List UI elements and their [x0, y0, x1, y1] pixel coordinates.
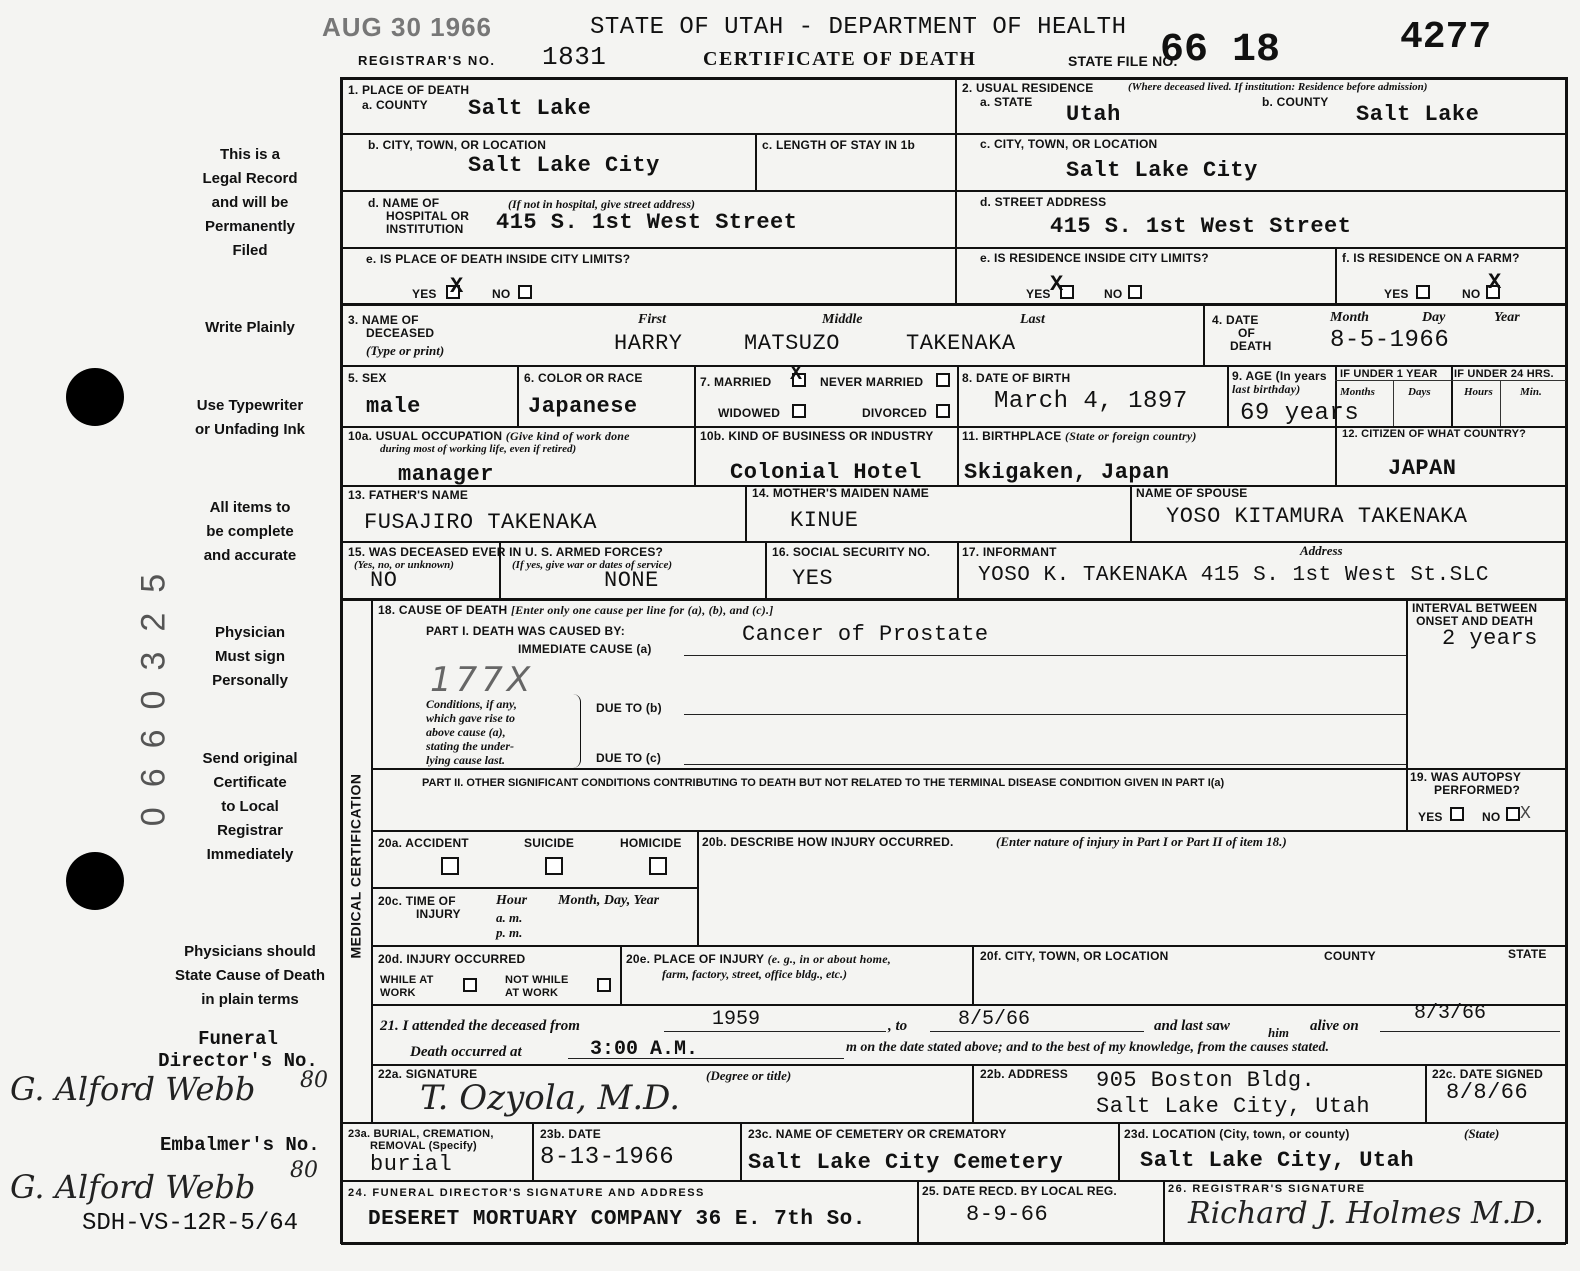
res-farm-mark: X	[1488, 270, 1502, 295]
rule	[372, 1004, 1566, 1006]
rule	[1335, 247, 1337, 303]
ssn-label: 16. SOCIAL SECURITY NO.	[772, 545, 931, 559]
state-file-label: STATE FILE NO.	[1068, 53, 1178, 69]
date-of-death-value: 8-5-1966	[1330, 327, 1450, 354]
type-or-print-note: (Type or print)	[366, 343, 445, 358]
sex-label: 5. SEX	[348, 371, 387, 385]
punch-hole-bottom	[66, 852, 124, 910]
form-right-border	[1565, 77, 1568, 1244]
rule	[697, 830, 699, 945]
rule	[620, 945, 622, 1004]
rule	[1118, 1122, 1120, 1180]
rule	[972, 1064, 974, 1122]
due-to-c-label: DUE TO (c)	[596, 751, 662, 765]
sidebar-write: Write Plainly	[205, 319, 295, 336]
interval-value: 2 years	[1442, 626, 1538, 651]
not-while-at-work-checkbox[interactable]	[597, 978, 611, 992]
rule	[1163, 1180, 1165, 1242]
cause-code: 177X	[430, 660, 535, 700]
armed-forces-value: NO	[370, 568, 398, 593]
middle-name-value: MATSUZO	[744, 331, 840, 356]
res-inside-no-label: NO	[1104, 287, 1123, 301]
physician-address-label: 22b. ADDRESS	[980, 1067, 1068, 1081]
part1-label: PART I. DEATH WAS CAUSED BY:	[426, 624, 625, 638]
cause-of-death-label: 18. CAUSE OF DEATH [Enter only one cause per line for (a), (b), and (c).]	[378, 603, 774, 617]
time-of-injury-label: 20c. TIME OF INJURY	[378, 894, 461, 921]
death-inside-yes-label: YES	[412, 287, 437, 301]
rule	[972, 945, 974, 1004]
rule	[372, 768, 1566, 770]
res-farm-yes-label: YES	[1384, 287, 1409, 301]
divorced-label: DIVORCED	[862, 406, 927, 420]
registrar-signature: Richard J. Holmes M.D.	[1188, 1196, 1544, 1231]
never-married-label: NEVER MARRIED	[820, 375, 924, 389]
sex-value: male	[366, 394, 421, 419]
rule	[755, 133, 757, 190]
alive-on-label: alive on	[1310, 1018, 1359, 1034]
mdy-label: Month, Day, Year	[558, 893, 660, 908]
attended-label: 21. I attended the deceased from	[380, 1018, 580, 1034]
describe-injury-note: (Enter nature of injury in Part I or Part II of item 18.)	[996, 834, 1287, 849]
res-state-value: Utah	[1066, 102, 1121, 127]
hospital-note: (If not in hospital, give street address)	[508, 197, 696, 211]
rule	[917, 1180, 919, 1242]
state-file-no: 66 18	[1160, 28, 1281, 73]
age-label: 9. AGE (In years last birthday)	[1232, 369, 1327, 396]
registrar-no: 1831	[542, 42, 607, 72]
rule	[1451, 365, 1453, 426]
while-at-work-checkbox[interactable]	[463, 978, 477, 992]
rule	[1406, 598, 1408, 830]
suicide-label: SUICIDE	[524, 836, 575, 850]
date-of-birth-value: March 4, 1897	[994, 388, 1188, 415]
form-left-border	[340, 77, 343, 1244]
suicide-checkbox[interactable]	[545, 857, 563, 875]
attended-to-line	[930, 1031, 1144, 1032]
form-bottom-border	[341, 1242, 1566, 1245]
attended-to-value: 8/5/66	[958, 1008, 1031, 1031]
rule	[372, 945, 1566, 947]
sidebar-physician: Physician Must sign Personally	[212, 624, 288, 689]
alive-on-value: 8/3/66	[1414, 1002, 1487, 1025]
res-inside-no-checkbox[interactable]	[1128, 285, 1142, 299]
medical-cert-vertical: MEDICAL CERTIFICATION	[347, 773, 364, 959]
rule	[957, 365, 959, 485]
informant-address-label: Address	[1300, 543, 1343, 558]
due-to-b-label: DUE TO (b)	[596, 701, 662, 715]
am-label: a. m.	[496, 910, 523, 925]
name-of-deceased-label: 3. NAME OF DECEASED	[348, 313, 435, 340]
rule	[341, 365, 1566, 367]
sidebar-plain: Physicians should State Cause of Death in plain terms	[174, 943, 326, 1008]
attended-to-label: , to	[888, 1018, 908, 1034]
res-city-value: Salt Lake City	[1066, 158, 1258, 183]
sidebar-typewriter: Use Typewriter or Unfading Ink	[195, 397, 305, 438]
degree-label: (Degree or title)	[706, 1068, 792, 1083]
res-inside-yes-label: YES	[1026, 287, 1051, 301]
form-top-border	[341, 77, 1566, 80]
rule	[341, 598, 1566, 601]
injury-city-label: 20f. CITY, TOWN, OR LOCATION	[980, 949, 1169, 963]
death-city-label: b. CITY, TOWN, OR LOCATION	[368, 138, 547, 152]
last-name-label: Last	[1020, 312, 1045, 327]
rule	[517, 365, 519, 426]
res-inside-mark: X	[1050, 272, 1064, 297]
first-name-label: First	[638, 312, 667, 327]
immediate-cause-value: Cancer of Prostate	[742, 622, 989, 647]
autopsy-yes-label: YES	[1418, 810, 1443, 824]
armed-forces-label: 15. WAS DECEASED EVER IN U. S. ARMED FORCES?	[348, 545, 664, 559]
death-county-value: Salt Lake	[468, 96, 592, 121]
rule	[955, 77, 957, 303]
months-label: Months	[1340, 386, 1375, 398]
rule	[371, 598, 373, 1122]
father-label: 13. FATHER'S NAME	[348, 488, 469, 502]
hospital-value: 415 S. 1st West Street	[496, 210, 798, 235]
registrar-label: REGISTRAR'S NO.	[358, 53, 496, 68]
informant-label: 17. INFORMANT	[962, 545, 1057, 559]
married-mark: X	[790, 363, 803, 386]
received-stamp: AUG 30 1966	[322, 12, 492, 42]
physician-signature: T. Ozyola, M.D.	[420, 1078, 680, 1118]
middle-name-label: Middle	[822, 312, 863, 327]
burial-label: 23a. BURIAL, CREMATION, REMOVAL (Specify)	[348, 1128, 494, 1152]
death-inside-limits-label: e. IS PLACE OF DEATH INSIDE CITY LIMITS?	[366, 252, 631, 266]
injury-occurred-label: 20d. INJURY OCCURRED	[378, 952, 526, 966]
informant-value: YOSO K. TAKENAKA 415 S. 1st West St.SLC	[978, 564, 1489, 587]
describe-injury-label: 20b. DESCRIBE HOW INJURY OCCURRED.	[702, 835, 954, 849]
race-label: 6. COLOR OR RACE	[524, 371, 643, 385]
married-label: 7. MARRIED	[700, 375, 772, 389]
month-label: Month	[1330, 310, 1369, 325]
res-farm-no-label: NO	[1462, 287, 1481, 301]
occupation-label: 10a. USUAL OCCUPATION (Give kind of work done	[348, 429, 630, 443]
conditions-note: Conditions, if any, which gave rise to above cause (a), stating the under- lying cause last.	[426, 697, 517, 767]
mother-label: 14. MOTHER'S MAIDEN NAME	[752, 486, 930, 500]
date-of-death-label: 4. DATE OF DEATH	[1212, 313, 1272, 353]
rule	[341, 247, 1566, 249]
funeral-director-signature: G. Alford Webb	[10, 1070, 256, 1108]
birthplace-label: 11. BIRTHPLACE (State or foreign country)	[962, 429, 1197, 443]
res-farm-label: f. IS RESIDENCE ON A FARM?	[1342, 251, 1520, 265]
rule	[341, 1122, 1566, 1124]
rule	[1393, 380, 1394, 426]
homicide-checkbox[interactable]	[649, 857, 667, 875]
burial-date-label: 23b. DATE	[540, 1127, 601, 1141]
res-city-label: c. CITY, TOWN, OR LOCATION	[980, 137, 1158, 151]
res-county-value: Salt Lake	[1356, 102, 1480, 127]
rule	[532, 1122, 534, 1180]
immediate-cause-line	[684, 655, 1406, 656]
hospital-label: d. NAME OF HOSPITAL OR INSTITUTION	[368, 196, 470, 236]
last-name-value: TAKENAKA	[906, 331, 1016, 356]
rule	[372, 887, 697, 889]
due-to-b-line	[684, 714, 1406, 715]
res-state-label: a. STATE	[980, 95, 1033, 109]
armed-forces-note: (Yes, no, or unknown)	[354, 559, 454, 571]
sidebar-send: Send original Certificate to Local Registrar Immediately	[202, 750, 298, 863]
cemetery-value: Salt Lake City Cemetery	[748, 1150, 1064, 1175]
rule	[341, 303, 1566, 306]
pm-label: p. m.	[496, 925, 523, 940]
conditions-brace	[572, 694, 581, 768]
rule	[341, 190, 1566, 192]
while-at-work-label: WHILE AT WORK	[380, 974, 434, 999]
spouse-value: YOSO KITAMURA TAKENAKA	[1166, 504, 1468, 529]
place-of-injury-note: farm, factory, street, office bldg., etc.)	[662, 967, 847, 981]
spouse-label: NAME OF SPOUSE	[1136, 486, 1248, 500]
hours-label: Hours	[1464, 386, 1493, 398]
place-of-death-label: 1. PLACE OF DEATH	[348, 83, 470, 97]
rule	[1203, 303, 1205, 365]
death-inside-no-label: NO	[492, 287, 511, 301]
first-name-value: HARRY	[614, 331, 683, 356]
signature-label: 22a. SIGNATURE	[378, 1067, 478, 1081]
autopsy-yes-checkbox[interactable]	[1450, 807, 1464, 821]
rule	[765, 541, 767, 598]
sidebar-legal: This is a Legal Record and will be Permanently Filed	[202, 146, 298, 259]
embalmer-label: Embalmer's No.	[160, 1134, 320, 1156]
occupation-note: during most of working life, even if retired)	[380, 443, 577, 455]
funeral-director-label: Funeral Director's No.	[158, 1028, 318, 1072]
embalmer-no: 80	[290, 1158, 318, 1183]
funeral-director-sig-label: 24. FUNERAL DIRECTOR'S SIGNATURE AND ADDRESS	[348, 1187, 705, 1199]
burial-location-label: 23d. LOCATION (City, town, or county)	[1124, 1127, 1350, 1141]
death-time-value: 3:00 A.M.	[590, 1038, 699, 1061]
form-number: SDH-VS-12R-5/64	[82, 1210, 299, 1237]
hour-label: Hour	[496, 893, 528, 908]
business-label: 10b. KIND OF BUSINESS OR INDUSTRY	[700, 429, 934, 443]
date-of-birth-label: 8. DATE OF BIRTH	[962, 371, 1071, 385]
physician-address-1: 905 Boston Bldg.	[1096, 1068, 1316, 1093]
day-label: Day	[1422, 310, 1446, 325]
date-signed-label: 22c. DATE SIGNED	[1432, 1067, 1544, 1081]
attended-from-value: 1959	[712, 1008, 761, 1031]
immediate-cause-label: IMMEDIATE CAUSE (a)	[518, 642, 652, 656]
date-recd-label: 25. DATE RECD. BY LOCAL REG.	[922, 1184, 1117, 1198]
rule	[341, 133, 1566, 135]
attended-from-line	[664, 1031, 886, 1032]
not-while-at-work-label: NOT WHILE AT WORK	[505, 974, 569, 999]
burial-state-label: (State)	[1464, 1126, 1500, 1141]
injury-county-label: COUNTY	[1324, 949, 1376, 963]
ssn-value: YES	[792, 566, 834, 591]
usual-residence-note: (Where deceased lived. If institution: Residence before admission)	[1128, 81, 1428, 93]
last-saw-label: and last saw	[1154, 1018, 1230, 1034]
never-married-checkbox[interactable]	[936, 373, 950, 387]
cemetery-label: 23c. NAME OF CEMETERY OR CREMATORY	[748, 1127, 1007, 1141]
rule	[1227, 365, 1229, 426]
page-title: STATE OF UTAH - DEPARTMENT OF HEALTH	[590, 14, 1127, 41]
citizen-value: JAPAN	[1388, 456, 1457, 481]
widowed-label: WIDOWED	[718, 406, 781, 420]
place-of-injury-label: 20e. PLACE OF INJURY (e. g., in or about home,	[626, 952, 891, 966]
usual-residence-label: 2. USUAL RESIDENCE	[962, 81, 1094, 95]
under-24-hrs-label: IF UNDER 24 HRS.	[1454, 368, 1554, 380]
funeral-director-no: 80	[300, 1068, 328, 1093]
length-of-stay-label: c. LENGTH OF STAY IN 1b	[762, 138, 916, 152]
date-signed-value: 8/8/66	[1446, 1080, 1529, 1105]
part2-label: PART II. OTHER SIGNIFICANT CONDITIONS CONTRIBUTING TO DEATH BUT NOT RELATED TO THE TERMINAL DISEASE CONDITION GIVEN IN PART I(a)	[422, 777, 1225, 789]
autopsy-no-label: NO	[1482, 810, 1501, 824]
birthplace-value: Skigaken, Japan	[964, 460, 1170, 485]
rule	[341, 1180, 1566, 1182]
father-value: FUSAJIRO TAKENAKA	[364, 510, 597, 535]
date-recd-value: 8-9-66	[966, 1202, 1049, 1227]
res-street-label: d. STREET ADDRESS	[980, 195, 1107, 209]
death-inside-mark: X	[450, 274, 464, 299]
min-label: Min.	[1520, 386, 1542, 398]
res-county-label: b. COUNTY	[1262, 95, 1329, 109]
rule	[372, 1064, 1566, 1066]
rule	[1500, 380, 1501, 426]
autopsy-no-checkbox[interactable]	[1506, 807, 1520, 821]
rule	[694, 365, 696, 485]
rule	[341, 541, 1566, 543]
sidebar-complete: All items to be complete and accurate	[203, 499, 297, 564]
days-label: Days	[1408, 386, 1431, 398]
rule	[745, 485, 747, 541]
embalmer-signature: G. Alford Webb	[10, 1168, 256, 1206]
death-inside-no-checkbox[interactable]	[518, 285, 532, 299]
homicide-label: HOMICIDE	[620, 836, 682, 850]
accident-label: 20a. ACCIDENT	[378, 836, 469, 850]
physician-address-2: Salt Lake City, Utah	[1096, 1094, 1371, 1119]
county-label: a. COUNTY	[362, 98, 428, 112]
mother-value: KINUE	[790, 508, 859, 533]
widowed-checkbox[interactable]	[792, 404, 806, 418]
burial-date-value: 8-13-1966	[540, 1144, 675, 1171]
res-street-value: 415 S. 1st West Street	[1050, 214, 1352, 239]
res-inside-limits-label: e. IS RESIDENCE INSIDE CITY LIMITS?	[980, 251, 1209, 265]
service-note: (If yes, give war or dates of service)	[512, 559, 673, 571]
autopsy-mark: X	[1520, 804, 1531, 824]
death-statement: m on the date stated above; and to the best of my knowledge, from the causes stated.	[846, 1040, 1329, 1055]
business-value: Colonial Hotel	[730, 460, 922, 485]
injury-state-label: STATE	[1508, 947, 1547, 961]
burial-location-value: Salt Lake City, Utah	[1140, 1148, 1415, 1173]
under-one-year-label: IF UNDER 1 YEAR	[1340, 368, 1438, 380]
him-label: him	[1268, 1025, 1289, 1040]
burial-method-value: burial	[370, 1152, 453, 1177]
rule	[740, 1122, 742, 1180]
rule	[957, 541, 959, 598]
alive-on-line	[1380, 1031, 1560, 1032]
age-value: 69 years	[1240, 400, 1360, 427]
occupation-value: manager	[398, 462, 494, 487]
autopsy-label: 19. WAS AUTOPSY PERFORMED?	[1410, 770, 1522, 797]
citizen-label: 12. CITIZEN OF WHAT COUNTRY?	[1342, 428, 1527, 440]
divorced-checkbox[interactable]	[936, 404, 950, 418]
due-to-c-line	[684, 764, 1406, 765]
rule	[1130, 485, 1132, 541]
certificate-title: CERTIFICATE OF DEATH	[703, 48, 977, 70]
registrar-sig-label: 26. REGISTRAR'S SIGNATURE	[1168, 1183, 1366, 1195]
rule	[341, 485, 1566, 487]
service-value: NONE	[604, 568, 659, 593]
race-value: Japanese	[528, 394, 638, 419]
rule	[372, 830, 1566, 832]
res-farm-yes-checkbox[interactable]	[1416, 285, 1430, 299]
death-city-value: Salt Lake City	[468, 153, 660, 178]
interval-label: INTERVAL BETWEEN ONSET AND DEATH	[1412, 601, 1538, 628]
accident-checkbox[interactable]	[441, 857, 459, 875]
death-occurred-label: Death occurred at	[410, 1044, 522, 1060]
file-sequence-no: 4277	[1400, 16, 1492, 59]
rule	[1425, 1064, 1427, 1122]
funeral-director-value: DESERET MORTUARY COMPANY 36 E. 7th So.	[368, 1208, 866, 1231]
punch-hole-top	[66, 368, 124, 426]
year-label: Year	[1494, 310, 1520, 325]
vertical-cert-number: 0660325	[134, 553, 173, 827]
